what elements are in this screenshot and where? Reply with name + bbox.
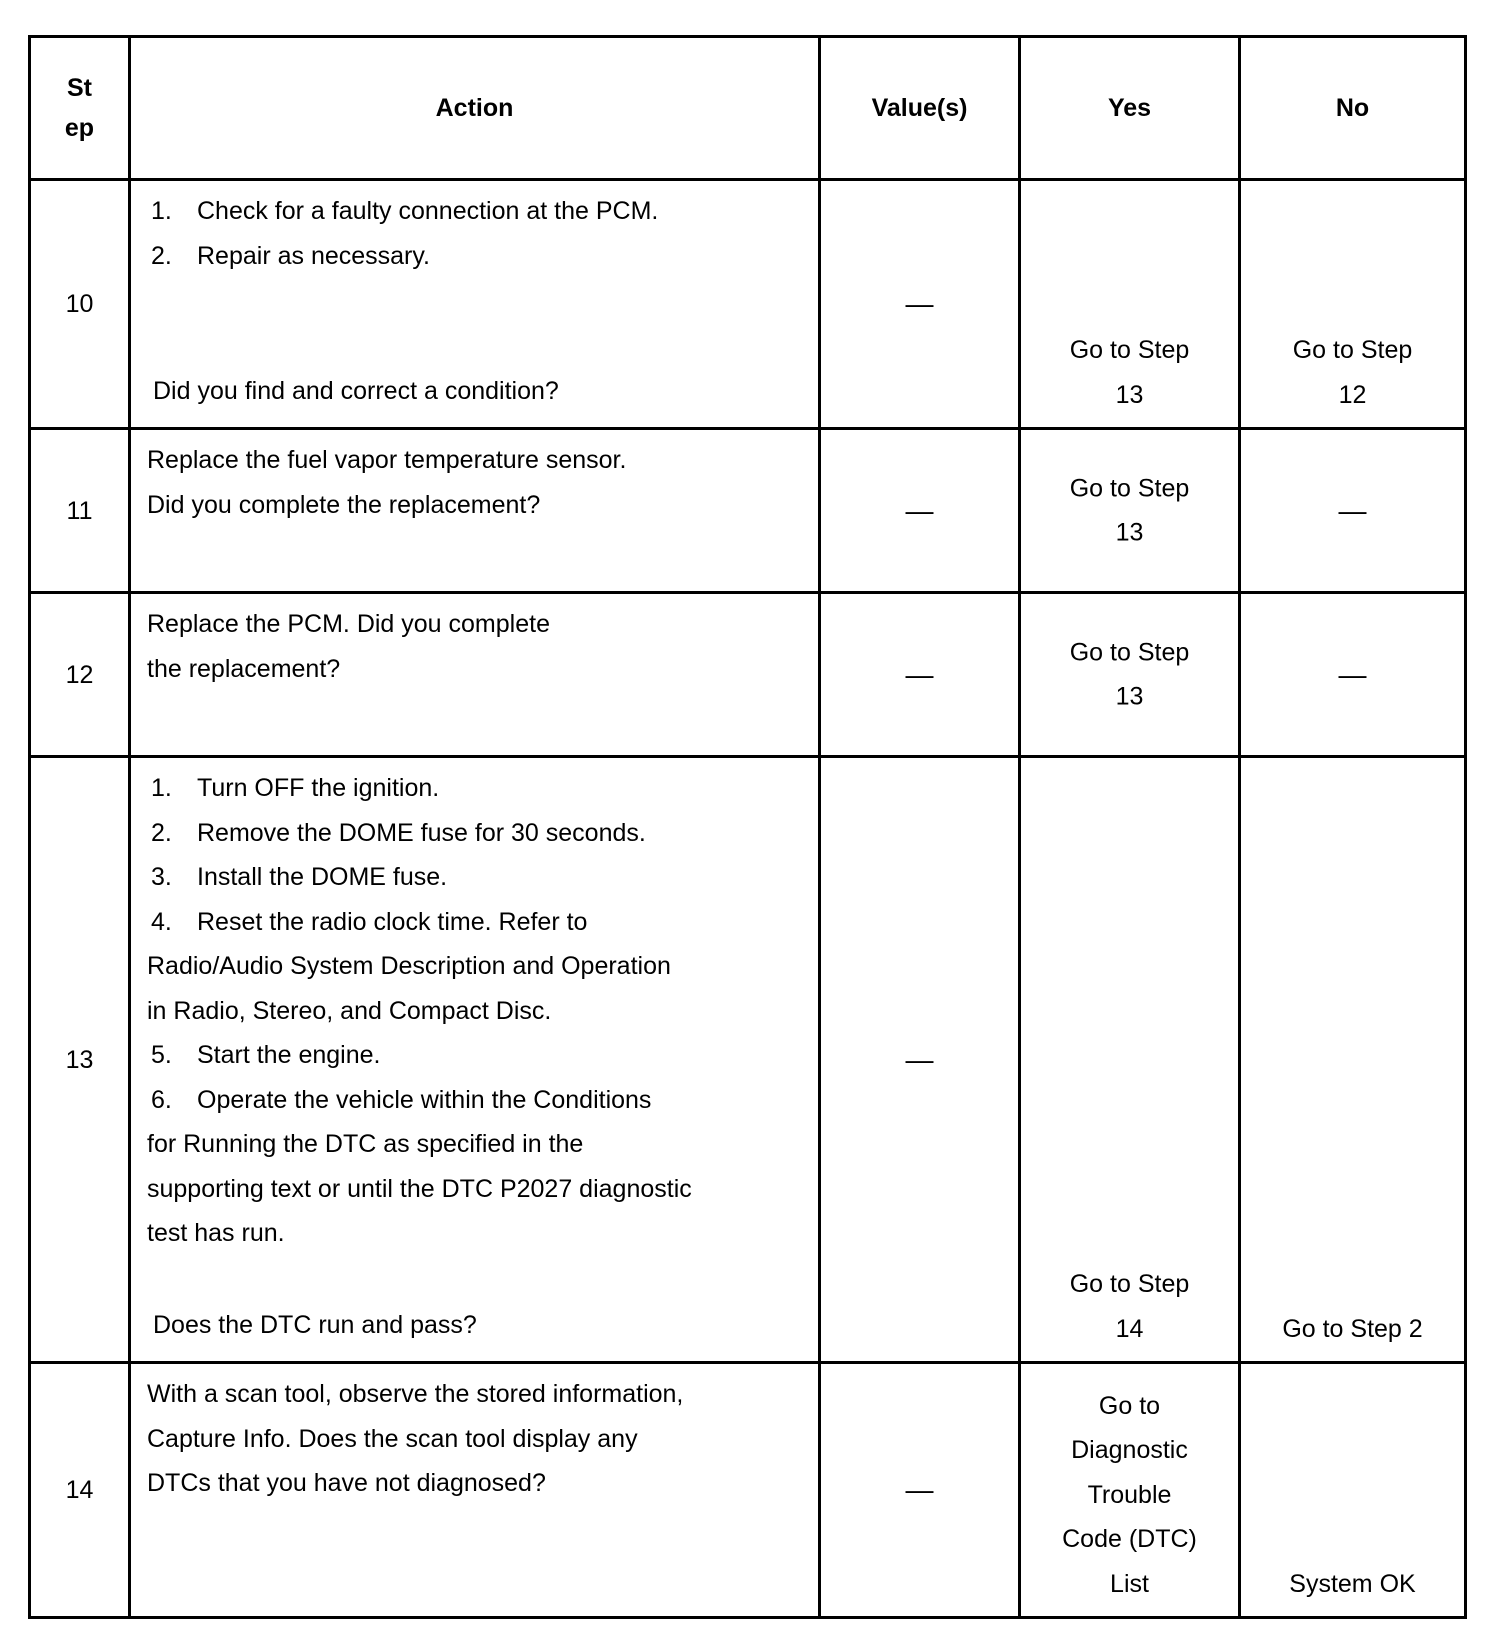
action-item: Remove the DOME fuse for 30 seconds. — [197, 818, 646, 847]
action-question: DTCs that you have not diagnosed? — [147, 1469, 546, 1497]
no-cell: Go to Step 12 — [1240, 180, 1466, 429]
action-question: the replacement? — [147, 654, 341, 683]
step-number: 14 — [65, 1475, 94, 1504]
no-link-text[interactable]: Go to Step — [1292, 336, 1413, 364]
action-item-continued: for Running the DTC as specified in the — [147, 1130, 584, 1158]
header-row — [30, 37, 1466, 180]
step-cell — [30, 180, 130, 429]
action-question: Did you find and correct a condition? — [153, 376, 559, 405]
header-yes: Yes — [1020, 37, 1240, 180]
action-item-continued: supporting text or until the DTC P2027 diagnostic — [147, 1174, 692, 1203]
action-text: Replace the PCM. Did you complete — [147, 610, 550, 638]
yes-cell: Go to Step 13 — [1020, 593, 1240, 757]
action-question: Does the DTC run and pass? — [153, 1310, 477, 1339]
yes-link-dtc-list[interactable]: Go to Diagnostic Trouble Code (DTC) List — [1062, 1391, 1197, 1598]
table-row — [30, 593, 1466, 757]
yes-cell: Go to Step 14 — [1020, 757, 1240, 1363]
step-cell — [30, 757, 130, 1363]
header-action: Action — [130, 37, 820, 180]
action-item-continued: test has run. — [147, 1219, 285, 1247]
step-cell — [30, 1363, 130, 1618]
action-text: Replace the fuel vapor temperature sensor. — [147, 446, 627, 474]
value-cell — [820, 180, 1020, 429]
diagnostic-table — [28, 35, 1467, 1619]
value-cell — [820, 1363, 1020, 1618]
value-text: — — [905, 287, 934, 319]
action-question: Did you complete the replacement? — [147, 490, 541, 519]
step-cell — [30, 593, 130, 757]
no-cell — [1240, 757, 1466, 1363]
action-cell — [130, 429, 820, 593]
action-item: Start the engine. — [197, 1041, 381, 1069]
value-cell — [820, 757, 1020, 1363]
header-no: No — [1240, 37, 1466, 180]
no-text: — — [1338, 494, 1367, 526]
yes-link-text[interactable]: Go to Step — [1069, 1270, 1190, 1298]
action-item: Operate the vehicle within the Conditions — [197, 1085, 652, 1114]
table-row — [30, 757, 1466, 1363]
action-cell: 1. Check for a faulty connection at the PCM. 2. Repair as necessary. Did you find and correct a condition? — [130, 180, 820, 429]
yes-cell — [1020, 1363, 1240, 1618]
value-text: — — [905, 494, 934, 526]
no-text: — — [1338, 658, 1367, 690]
no-cell — [1240, 1363, 1466, 1618]
no-text: System OK — [1289, 1569, 1416, 1598]
action-text: Capture Info. Does the scan tool display any — [147, 1424, 638, 1453]
action-item-continued[interactable]: Radio/Audio System Description and Operation — [147, 952, 671, 980]
action-item: Check for a faulty connection at the PCM. — [197, 197, 659, 225]
value-cell — [820, 593, 1020, 757]
no-link-text[interactable]: Go to Step 2 — [1282, 1314, 1423, 1343]
step-number: 13 — [65, 1045, 94, 1074]
action-cell — [130, 1363, 820, 1618]
yes-link-text[interactable]: Go to Step — [1069, 336, 1190, 364]
action-item-continued: in Radio, Stereo, and Compact Disc. — [147, 996, 552, 1025]
no-cell — [1240, 593, 1466, 757]
step-number: 11 — [66, 496, 93, 525]
step-number: 12 — [65, 660, 94, 689]
action-cell — [130, 593, 820, 757]
action-cell: 1. Turn OFF the ignition. 2. Remove the DOME fuse for 30 seconds. 3. Install the DOME fuse. 4. Reset the radio clock time. Refer to Radio/Audio System Description and Operation in Radio, Stereo, and Compact Disc. 5. Start the engine. 6. Operate the vehicle within the Conditions for Running the DTC as specified in the supporting text or until the DTC P2027 diagnostic test has run. Does the DTC run and pass? — [130, 757, 820, 1363]
action-item: Turn OFF the ignition. — [197, 774, 440, 802]
header-values: Value(s) — [820, 37, 1020, 180]
table-row — [30, 1363, 1466, 1618]
step-cell — [30, 429, 130, 593]
step-number: 10 — [65, 289, 94, 318]
table-row — [30, 429, 1466, 593]
yes-link-text[interactable]: Go to Step — [1069, 638, 1190, 666]
value-text: — — [905, 1043, 934, 1075]
value-cell — [820, 429, 1020, 593]
action-item: Repair as necessary. — [197, 241, 430, 270]
yes-cell: Go to Step 13 — [1020, 180, 1240, 429]
no-cell — [1240, 429, 1466, 593]
action-item: Reset the radio clock time. Refer to — [197, 907, 588, 936]
value-text: — — [905, 1473, 934, 1505]
value-text: — — [905, 658, 934, 690]
yes-cell: Go to Step 13 — [1020, 429, 1240, 593]
yes-link-text[interactable]: Go to Step — [1069, 474, 1190, 502]
action-item: Install the DOME fuse. — [197, 863, 448, 891]
header-step: St ep — [30, 37, 130, 180]
action-text: With a scan tool, observe the stored information, — [147, 1380, 684, 1408]
table-row — [30, 180, 1466, 429]
